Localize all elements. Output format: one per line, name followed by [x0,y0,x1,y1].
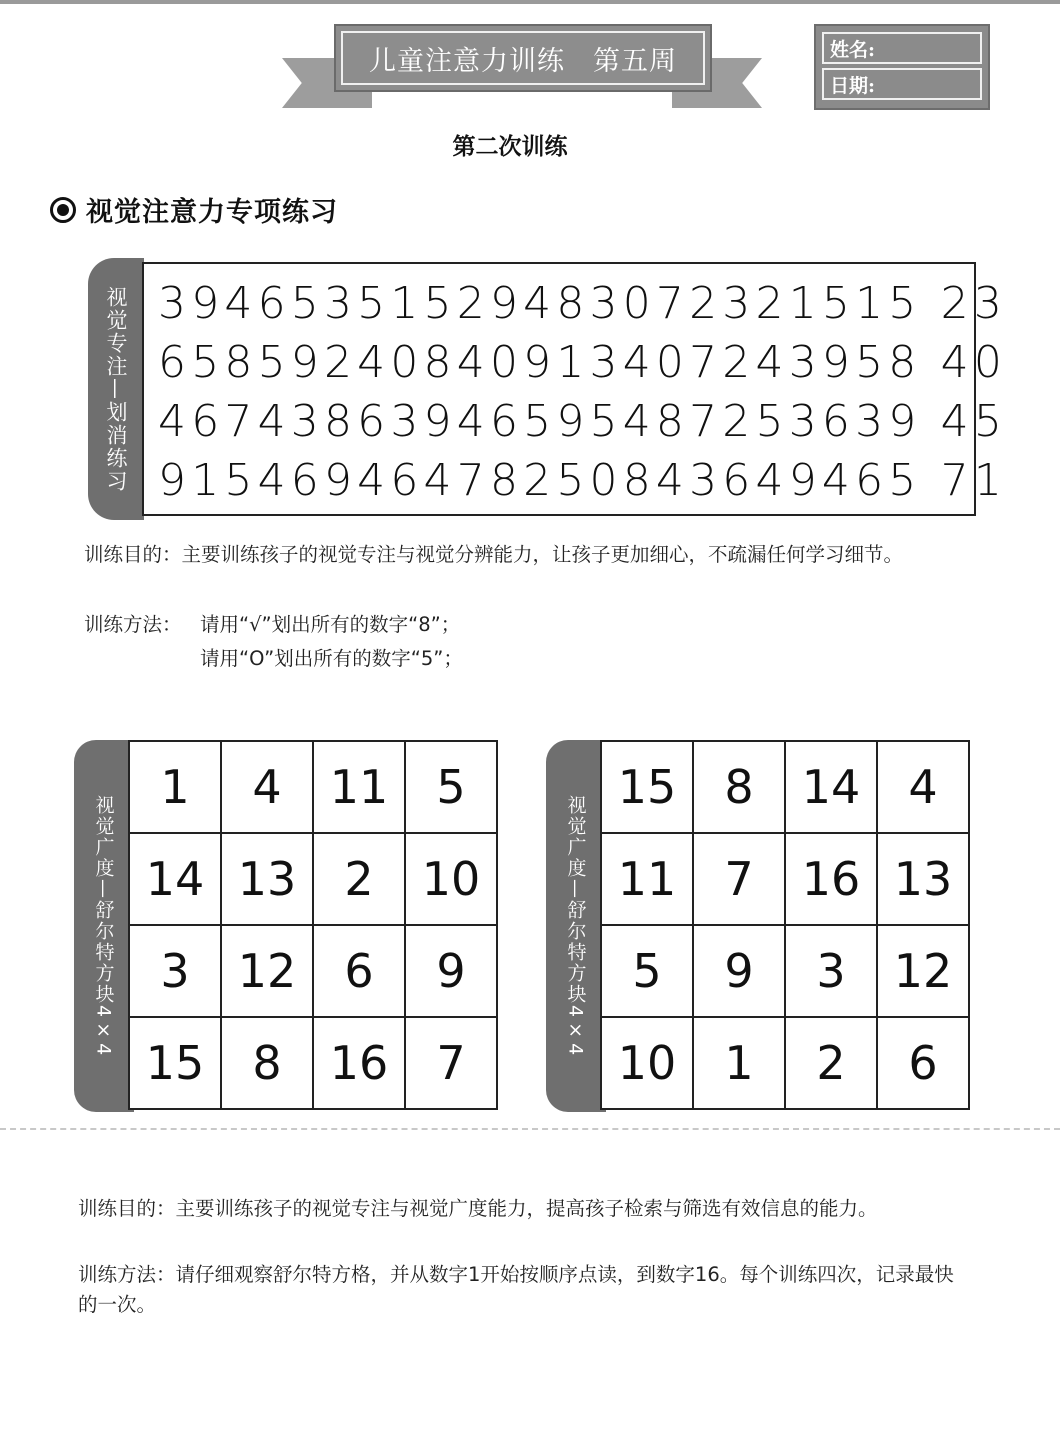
schulte-side-label: 视觉广度—舒尔特方块4×4 [74,740,134,1112]
section-heading [50,190,338,229]
date-field[interactable]: 日期: [822,68,982,100]
schulte-grid-2 [600,740,970,1110]
schulte-cell[interactable]: 1 [693,1017,785,1109]
schulte-cell[interactable]: 4 [877,741,969,833]
title-banner [282,18,762,110]
schulte-cell[interactable]: 14 [785,741,877,833]
name-field[interactable]: 姓名: [822,32,982,64]
schulte-cell[interactable]: 11 [313,741,405,833]
schulte-cell[interactable]: 8 [221,1017,313,1109]
digits-purpose: 训练目的：主要训练孩子的视觉专注与视觉分辨能力，让孩子更加细心，不疏漏任何学习细节。 [84,543,904,566]
digit-row[interactable]: 91546946478250843649465 71 [158,455,1008,506]
schulte-cell[interactable]: 13 [877,833,969,925]
schulte-cell[interactable]: 5 [405,741,497,833]
schulte-cell[interactable]: 7 [405,1017,497,1109]
schulte-cell[interactable]: 10 [405,833,497,925]
digits-method-line2: 请用“O”划出所有的数字“5”； [200,647,463,670]
banner-title: 儿童注意力训练 第五周 [369,45,677,77]
schulte-cell[interactable]: 16 [313,1017,405,1109]
schulte-cell[interactable]: 2 [313,833,405,925]
schulte-cell[interactable]: 6 [877,1017,969,1109]
schulte-cell[interactable]: 15 [129,1017,221,1109]
schulte-cell[interactable]: 16 [785,833,877,925]
schulte-cell[interactable]: 2 [785,1017,877,1109]
schulte-grid-2-panel [546,740,976,1112]
digits-method-line1: 请用“√”划出所有的数字“8”； [200,613,461,636]
schulte-cell[interactable]: 5 [601,925,693,1017]
digit-panel-side-label: 视觉专注—划消练习 [88,258,144,520]
schulte-cell[interactable]: 4 [221,741,313,833]
banner-body [334,24,712,92]
schulte-cell[interactable]: 12 [877,925,969,1017]
bullet-icon [50,197,76,223]
schulte-method: 训练方法：请仔细观察舒尔特方格，并从数字1开始按顺序点读，到数字16。每个训练四次，记录最快的一次。 [78,1263,954,1316]
digit-grid [142,262,1008,516]
schulte-cell[interactable]: 12 [221,925,313,1017]
schulte-cell[interactable]: 10 [601,1017,693,1109]
schulte-side-label: 视觉广度—舒尔特方块4×4 [546,740,606,1112]
schulte-cell[interactable]: 14 [129,833,221,925]
digits-method-label: 训练方法： [84,613,182,636]
digit-cancellation-panel [88,258,1008,520]
schulte-cell[interactable]: 15 [601,741,693,833]
schulte-cell[interactable]: 3 [129,925,221,1017]
section-title: 视觉注意力专项练习 [86,197,338,228]
digit-row[interactable]: 46743863946595487253639 45 [158,396,1008,447]
schulte-purpose: 训练目的：主要训练孩子的视觉专注与视觉广度能力，提高孩子检索与筛选有效信息的能力。 [78,1197,878,1220]
schulte-cell[interactable]: 3 [785,925,877,1017]
schulte-grid-1-panel [74,740,504,1112]
schulte-cell[interactable]: 11 [601,833,693,925]
digit-row[interactable]: 39465351529483072321515 23 [158,278,1008,329]
schulte-cell[interactable]: 13 [221,833,313,925]
schulte-cell[interactable]: 9 [405,925,497,1017]
schulte-cell[interactable]: 9 [693,925,785,1017]
schulte-cell[interactable]: 6 [313,925,405,1017]
name-date-box [814,24,990,110]
schulte-cell[interactable]: 1 [129,741,221,833]
scan-edge [0,0,1060,4]
page-divider [0,1128,1060,1130]
schulte-cell[interactable]: 8 [693,741,785,833]
schulte-grid-1 [128,740,498,1110]
session-title: 第二次训练 [452,134,568,160]
digit-row[interactable]: 65859240840913407243958 40 [158,337,1008,388]
schulte-cell[interactable]: 7 [693,833,785,925]
